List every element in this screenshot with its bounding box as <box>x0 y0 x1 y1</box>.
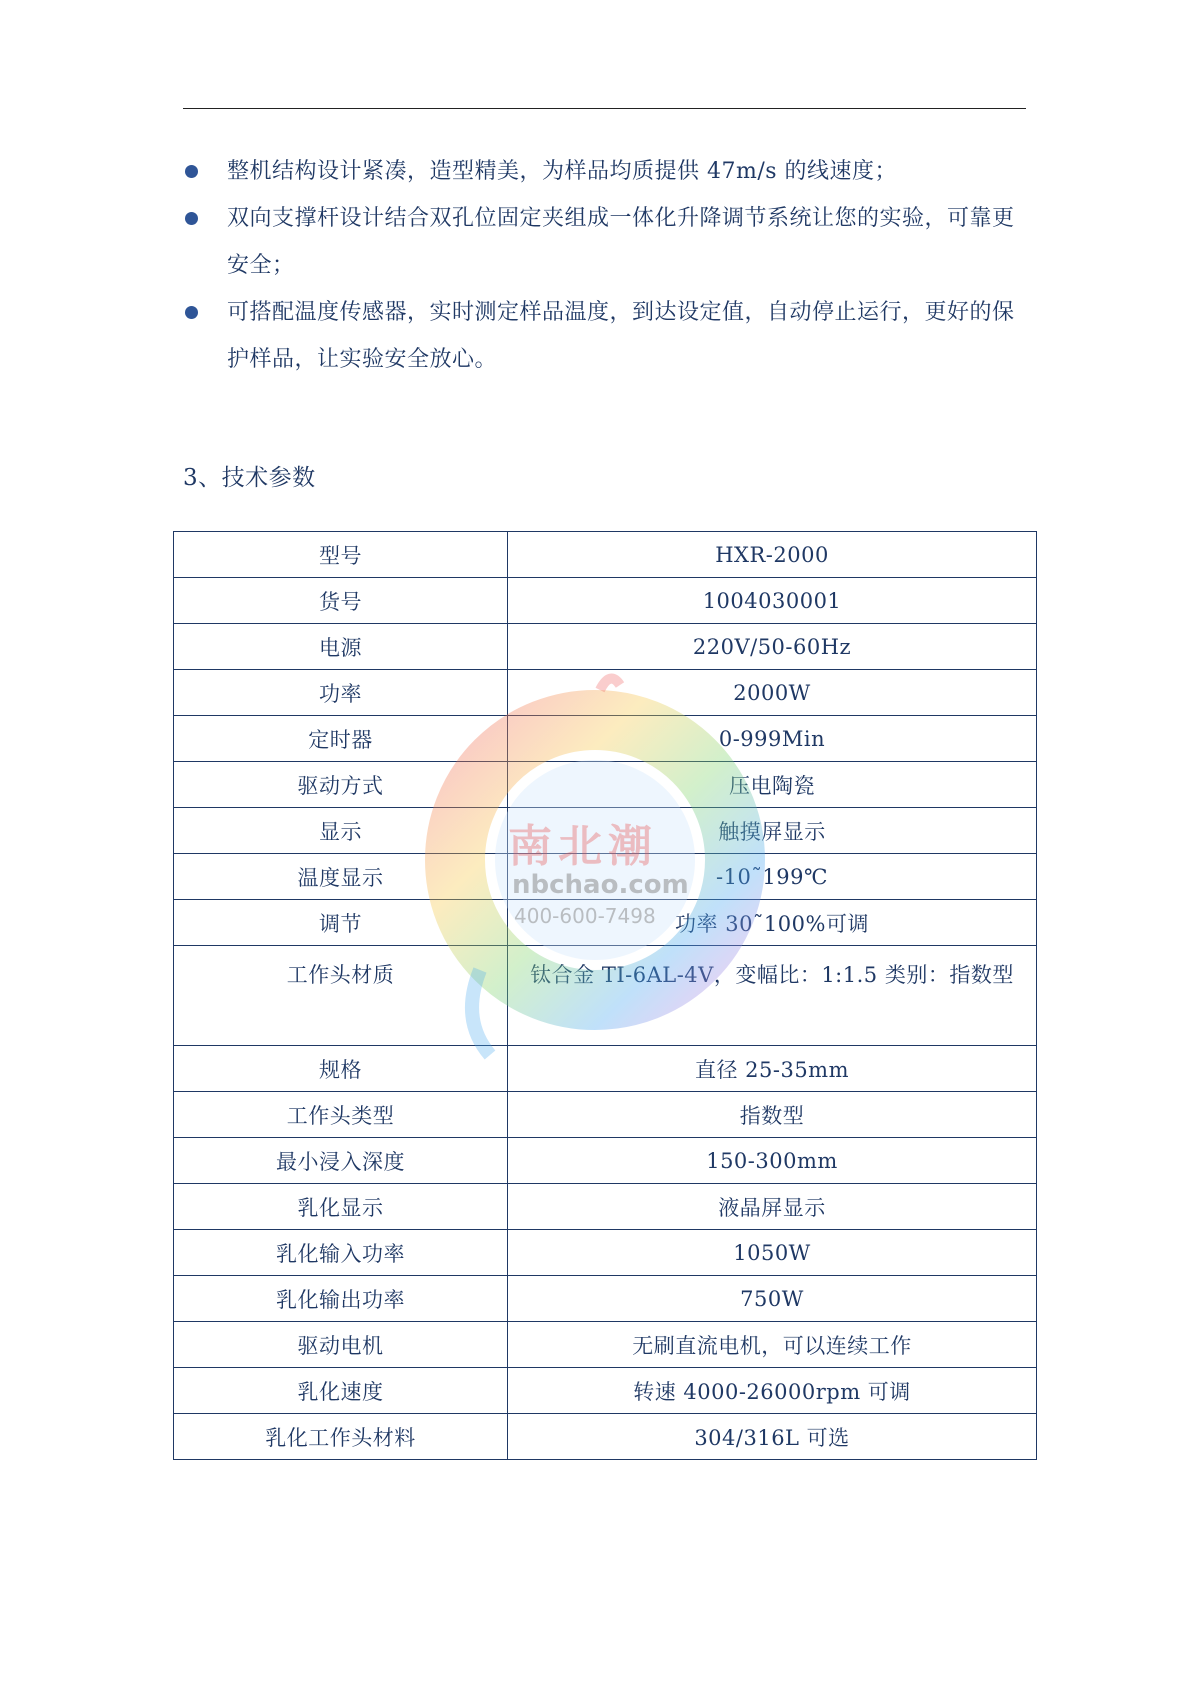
list-item <box>183 148 1026 195</box>
spec-label: 调节 <box>174 900 508 946</box>
table-row <box>174 946 1037 1046</box>
table-row <box>174 808 1037 854</box>
spec-label: 型号 <box>174 532 508 578</box>
spec-label: 驱动方式 <box>174 762 508 808</box>
table-row <box>174 854 1037 900</box>
bullet-text: 可搭配温度传感器，实时测定样品温度，到达设定值，自动停止运行，更好的保护样品，让实验安全放心。 <box>227 300 1015 372</box>
spec-value: 钛合金 TI-6AL-4V，变幅比：1:1.5 类别：指数型 <box>508 946 1037 1046</box>
spec-label: 工作头材质 <box>174 946 508 1046</box>
spec-label: 乳化速度 <box>174 1368 508 1414</box>
spec-label: 功率 <box>174 670 508 716</box>
table-row <box>174 900 1037 946</box>
feature-list <box>183 148 1026 383</box>
spec-label: 电源 <box>174 624 508 670</box>
spec-value: 液晶屏显示 <box>508 1184 1037 1230</box>
spec-label: 乳化输入功率 <box>174 1230 508 1276</box>
spec-value: 无刷直流电机，可以连续工作 <box>508 1322 1037 1368</box>
watermark-phone: 400-600-7498 <box>514 904 656 928</box>
table-row <box>174 762 1037 808</box>
spec-value: 304/316L 可选 <box>508 1414 1037 1460</box>
table-row <box>174 716 1037 762</box>
spec-value: 220V/50-60Hz <box>508 624 1037 670</box>
spec-value: 功率 30˜100%可调 <box>508 900 1037 946</box>
watermark-brand: 南北潮 <box>508 821 658 872</box>
table-row <box>174 1184 1037 1230</box>
bullet-icon <box>185 165 198 178</box>
spec-label: 工作头类型 <box>174 1092 508 1138</box>
table-row <box>174 1138 1037 1184</box>
spec-label: 乳化输出功率 <box>174 1276 508 1322</box>
spec-table <box>173 531 1037 1460</box>
spec-label: 最小浸入深度 <box>174 1138 508 1184</box>
table-row <box>174 670 1037 716</box>
spec-value: 750W <box>508 1276 1037 1322</box>
table-row <box>174 1230 1037 1276</box>
spec-label: 乳化显示 <box>174 1184 508 1230</box>
table-row <box>174 532 1037 578</box>
spec-label: 显示 <box>174 808 508 854</box>
spec-value: 触摸屏显示 <box>508 808 1037 854</box>
spec-value: 转速 4000-26000rpm 可调 <box>508 1368 1037 1414</box>
table-row <box>174 1368 1037 1414</box>
table-row <box>174 1414 1037 1460</box>
section-heading: 3、技术参数 <box>183 465 316 491</box>
spec-label: 驱动电机 <box>174 1322 508 1368</box>
list-item <box>183 289 1026 383</box>
spec-value: 压电陶瓷 <box>508 762 1037 808</box>
spec-value: 直径 25-35mm <box>508 1046 1037 1092</box>
bullet-text: 整机结构设计紧凑，造型精美，为样品均质提供 47m/s 的线速度； <box>227 159 898 184</box>
table-row <box>174 1322 1037 1368</box>
table-row <box>174 1046 1037 1092</box>
table-row <box>174 578 1037 624</box>
spec-value: 0-999Min <box>508 716 1037 762</box>
spec-value: 150-300mm <box>508 1138 1037 1184</box>
spec-value: HXR-2000 <box>508 532 1037 578</box>
spec-value: 1050W <box>508 1230 1037 1276</box>
spec-label: 定时器 <box>174 716 508 762</box>
spec-value: 指数型 <box>508 1092 1037 1138</box>
spec-label: 温度显示 <box>174 854 508 900</box>
spec-value: -10˜199℃ <box>508 854 1037 900</box>
table-row <box>174 1276 1037 1322</box>
bullet-icon <box>185 212 198 225</box>
spec-value: 2000W <box>508 670 1037 716</box>
spec-value: 1004030001 <box>508 578 1037 624</box>
list-item <box>183 195 1026 289</box>
bullet-icon <box>185 306 198 319</box>
watermark-site: nbchao.com <box>512 870 689 900</box>
bullet-text: 双向支撑杆设计结合双孔位固定夹组成一体化升降调节系统让您的实验，可靠更安全； <box>227 206 1015 278</box>
spec-label: 乳化工作头材料 <box>174 1414 508 1460</box>
table-row <box>174 624 1037 670</box>
header-rule <box>183 108 1026 109</box>
spec-label: 规格 <box>174 1046 508 1092</box>
spec-label: 货号 <box>174 578 508 624</box>
table-row <box>174 1092 1037 1138</box>
